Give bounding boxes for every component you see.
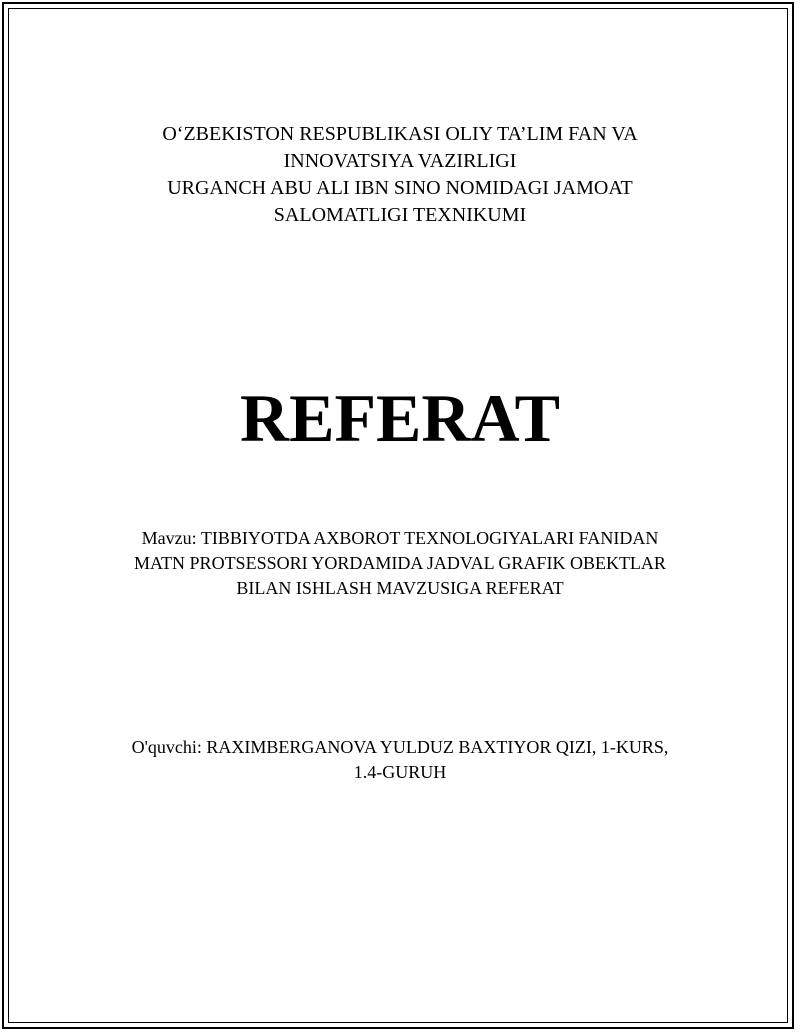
student-block [0,735,800,785]
institution-line-1: O‘ZBEKISTON RESPUBLIKASI OLIY TA’LIM FAN VA [162,123,638,145]
subject-line-3: BILAN ISHLASH MAVZUSIGA REFERAT [236,578,564,598]
institution-header [0,121,800,229]
institution-line-2: INNOVATSIYA VAZIRLIGI [283,150,517,172]
institution-line-4: SALOMATLIGI TEXNIKUMI [273,204,527,226]
subject-line-2: MATN PROTSESSORI YORDAMIDA JADVAL GRAFIK OBEKTLAR [134,553,666,573]
institution-line-3: URGANCH ABU ALI IBN SINO NOMIDAGI JAMOAT [167,177,633,199]
student-line-2: 1.4-GURUH [353,762,447,782]
student-line-1: O'quvchi: RAXIMBERGANOVA YULDUZ BAXTIYOR QIZI, 1-KURS, [131,737,669,757]
subject-line-1: Mavzu: TIBBIYOTDA AXBOROT TEXNOLOGIYALARI FANIDAN [141,528,659,548]
document-title: REFERAT [240,380,560,456]
subject-block [0,526,800,601]
